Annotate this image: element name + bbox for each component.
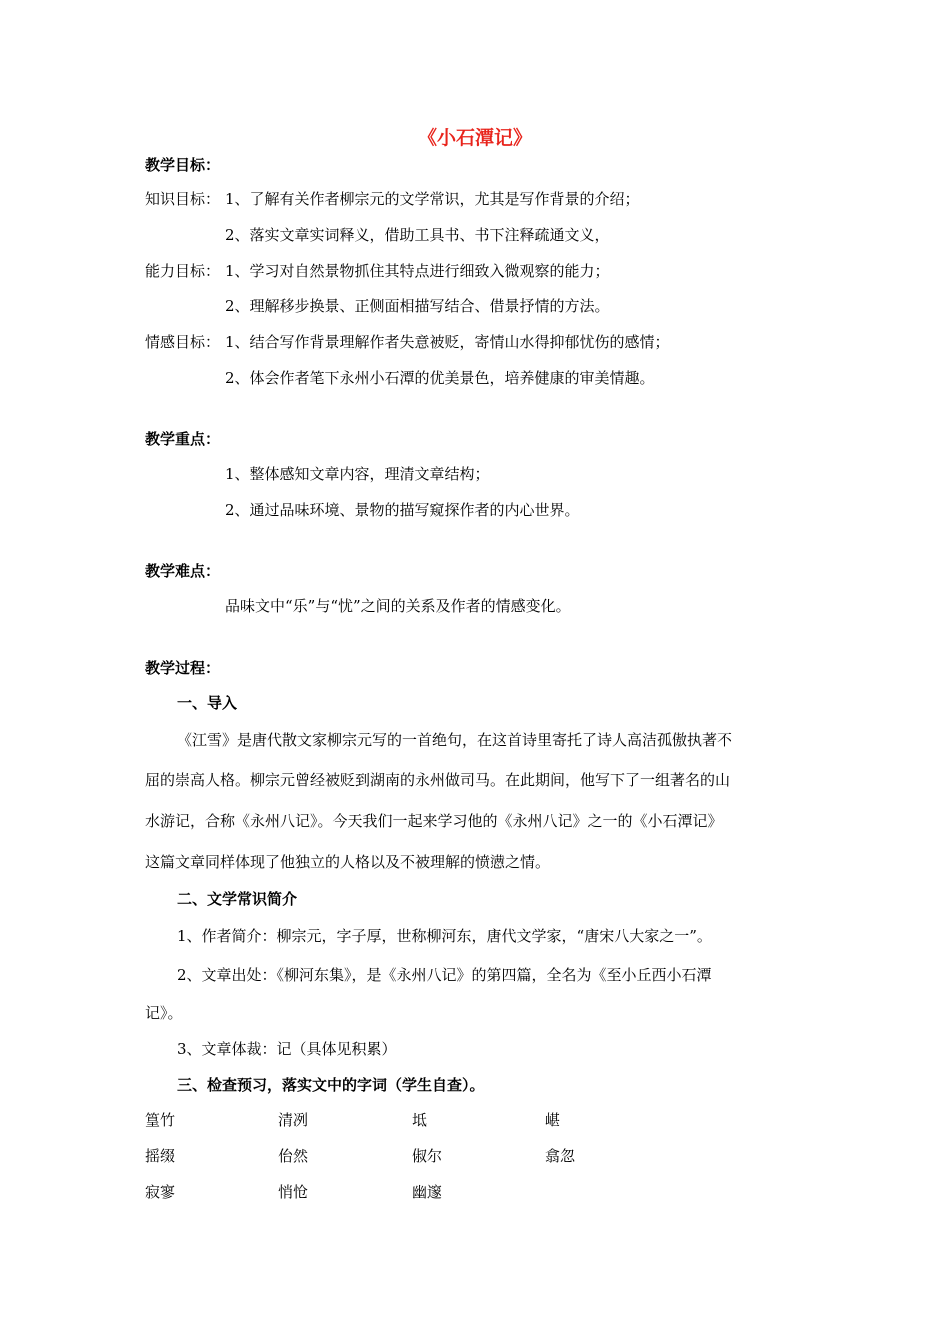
emotion-goal-1: 1、结合写作背景理解作者失意被贬，寄情山水得抑郁忧伤的感情； xyxy=(225,333,670,351)
intro-paragraph-line: 屈的崇高人格。柳宗元曾经被贬到湖南的永州做司马。在此期间，他写下了一组著名的山 xyxy=(145,771,731,789)
lit-item-2-cont: 记》。 xyxy=(145,1004,183,1022)
difficulty-heading: 教学难点： xyxy=(145,562,221,580)
key-point-2: 2、通过品味环境、景物的描写窥探作者的内心世界。 xyxy=(225,501,580,519)
lit-item-2: 2、文章出处：《柳河东集》，是《永州八记》的第四篇，全名为《至小丘西小石潭 xyxy=(177,966,712,984)
ability-goal-2: 2、理解移步换景、正侧面相描写结合、借景抒情的方法。 xyxy=(225,297,610,315)
knowledge-goal-label: 知识目标： xyxy=(145,190,221,208)
intro-heading: 一、导入 xyxy=(177,694,238,712)
ability-goal-label: 能力目标： xyxy=(145,262,221,280)
vocab-word: 俶尔 xyxy=(412,1147,443,1165)
emotion-goal-label: 情感目标： xyxy=(145,333,221,351)
vocab-word: 坻 xyxy=(412,1111,428,1129)
vocab-word: 悄怆 xyxy=(278,1183,309,1201)
preview-heading: 三、检查预习，落实文中的字词（学生自查）。 xyxy=(177,1076,485,1094)
vocab-word: 摇缀 xyxy=(145,1147,176,1165)
vocab-word: 翕忽 xyxy=(545,1147,576,1165)
process-heading: 教学过程： xyxy=(145,659,221,677)
vocab-word: 嵁 xyxy=(545,1111,561,1129)
key-point-1: 1、整体感知文章内容，理清文章结构； xyxy=(225,465,490,483)
vocab-word: 寂寥 xyxy=(145,1183,176,1201)
emotion-goal-2: 2、体会作者笔下永州小石潭的优美景色，培养健康的审美情趣。 xyxy=(225,369,655,387)
vocab-word: 篁竹 xyxy=(145,1111,176,1129)
ability-goal-1: 1、学习对自然景物抓住其特点进行细致入微观察的能力； xyxy=(225,262,610,280)
vocab-word: 佁然 xyxy=(278,1147,309,1165)
lit-item-1: 1、作者简介：柳宗元，字子厚，世称柳河东，唐代文学家，“唐宋八大家之一”。 xyxy=(177,927,712,945)
intro-paragraph-line: 《江雪》是唐代散文家柳宗元写的一首绝句，在这首诗里寄托了诗人高洁孤傲执著不 xyxy=(177,731,733,749)
goals-heading: 教学目标： xyxy=(145,156,221,174)
vocab-word: 幽邃 xyxy=(412,1183,443,1201)
vocab-word: 清冽 xyxy=(278,1111,309,1129)
difficulty-item: 品味文中“乐”与“忧”之间的关系及作者的情感变化。 xyxy=(225,597,571,615)
document-title: 《小石潭记》 xyxy=(417,127,532,149)
knowledge-goal-2: 2、落实文章实词释义，借助工具书、书下注释疏通文义， xyxy=(225,226,610,244)
lit-heading: 二、文学常识简介 xyxy=(177,890,298,908)
lit-item-3: 3、文章体裁：记（具体见积累） xyxy=(177,1040,397,1058)
intro-paragraph-line: 水游记，合称《永州八记》。今天我们一起来学习他的《永州八记》之一的《小石潭记》 xyxy=(145,812,723,830)
knowledge-goal-1: 1、了解有关作者柳宗元的文学常识，尤其是写作背景的介绍； xyxy=(225,190,640,208)
key-points-heading: 教学重点： xyxy=(145,430,221,448)
intro-paragraph-line: 这篇文章同样体现了他独立的人格以及不被理解的愤懑之情。 xyxy=(145,853,551,871)
